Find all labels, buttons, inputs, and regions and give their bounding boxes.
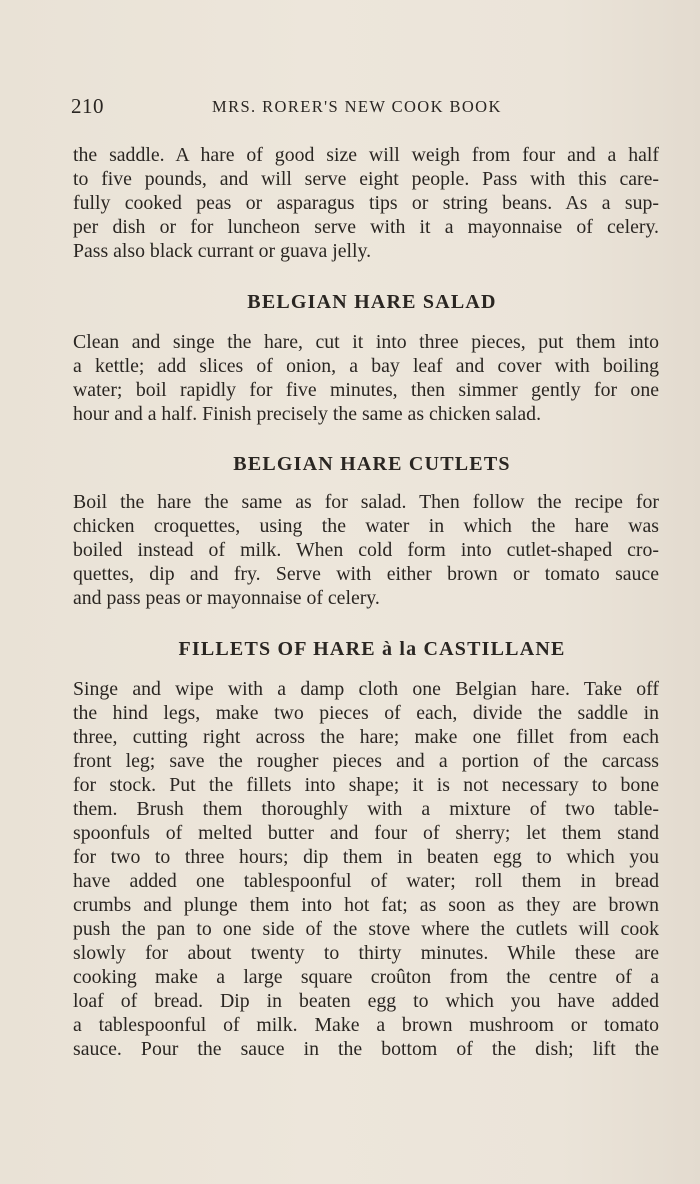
paragraph-line: hour and a half. Finish precisely the same as chicken salad. xyxy=(73,403,542,425)
paragraph-line: Singe and wipe with a damp cloth one Belgian hare. Take off xyxy=(73,678,659,700)
paragraph-line: Boil the hare the same as for salad. Then follow the recipe for xyxy=(73,491,659,513)
paragraph-line: quettes, dip and fry. Serve with either brown or tomato sauce xyxy=(73,563,659,585)
paragraph-line: chicken croquettes, using the water in which the hare was xyxy=(73,515,659,537)
section-heading: BELGIAN HARE SALAD xyxy=(247,291,497,313)
paragraph-line: the hind legs, make two pieces of each, divide the saddle in xyxy=(73,702,659,724)
intro-line: the saddle. A hare of good size will weigh from four and a half xyxy=(73,144,659,166)
paragraph-line: three, cutting right across the hare; make one fillet from each xyxy=(73,726,659,748)
paragraph-line: and pass peas or mayonnaise of celery. xyxy=(73,587,380,609)
paragraph-line: slowly for about twenty to thirty minutes. While these are xyxy=(73,942,659,964)
running-head: MRS. RORER'S NEW COOK BOOK xyxy=(212,97,502,116)
paragraph-line: for two to three hours; dip them in beaten egg to which you xyxy=(73,846,659,868)
paragraph-line: push the pan to one side of the stove where the cutlets will cook xyxy=(73,918,659,940)
intro-line: to five pounds, and will serve eight people. Pass with this care- xyxy=(73,168,659,190)
section-heading: FILLETS OF HARE à la CASTILLANE xyxy=(178,638,566,660)
intro-line: fully cooked peas or asparagus tips or string beans. As a sup- xyxy=(73,192,659,214)
paragraph-line: them. Brush them thoroughly with a mixture of two table- xyxy=(73,798,659,820)
paragraph-line: spoonfuls of melted butter and four of sherry; let them stand xyxy=(73,822,659,844)
intro-line: Pass also black currant or guava jelly. xyxy=(73,240,372,262)
paragraph-line: for stock. Put the fillets into shape; it is not necessary to bone xyxy=(73,774,659,796)
paragraph-line: have added one tablespoonful of water; roll them in bread xyxy=(73,870,659,892)
paragraph-line: cooking make a large square croûton from the centre of a xyxy=(73,966,659,988)
paragraph-line: water; boil rapidly for five minutes, then simmer gently for one xyxy=(73,379,659,401)
intro-line: per dish or for luncheon serve with it a mayonnaise of celery. xyxy=(73,216,659,238)
paragraph-line: a tablespoonful of milk. Make a brown mushroom or tomato xyxy=(73,1014,659,1036)
page-number: 210 xyxy=(71,94,104,118)
paragraph-line: sauce. Pour the sauce in the bottom of the dish; lift the xyxy=(73,1038,659,1060)
paragraph-line: a kettle; add slices of onion, a bay leaf and cover with boiling xyxy=(73,355,659,377)
paragraph-line: front leg; save the rougher pieces and a portion of the carcass xyxy=(73,750,659,772)
paragraph-line: boiled instead of milk. When cold form into cutlet-shaped cro- xyxy=(73,539,659,561)
paragraph-line: crumbs and plunge them into hot fat; as soon as they are brown xyxy=(73,894,659,916)
page-header xyxy=(71,94,661,124)
section-heading: BELGIAN HARE CUTLETS xyxy=(233,453,511,475)
paragraph-line: loaf of bread. Dip in beaten egg to which you have added xyxy=(73,990,659,1012)
paragraph-line: Clean and singe the hare, cut it into three pieces, put them into xyxy=(73,331,659,353)
